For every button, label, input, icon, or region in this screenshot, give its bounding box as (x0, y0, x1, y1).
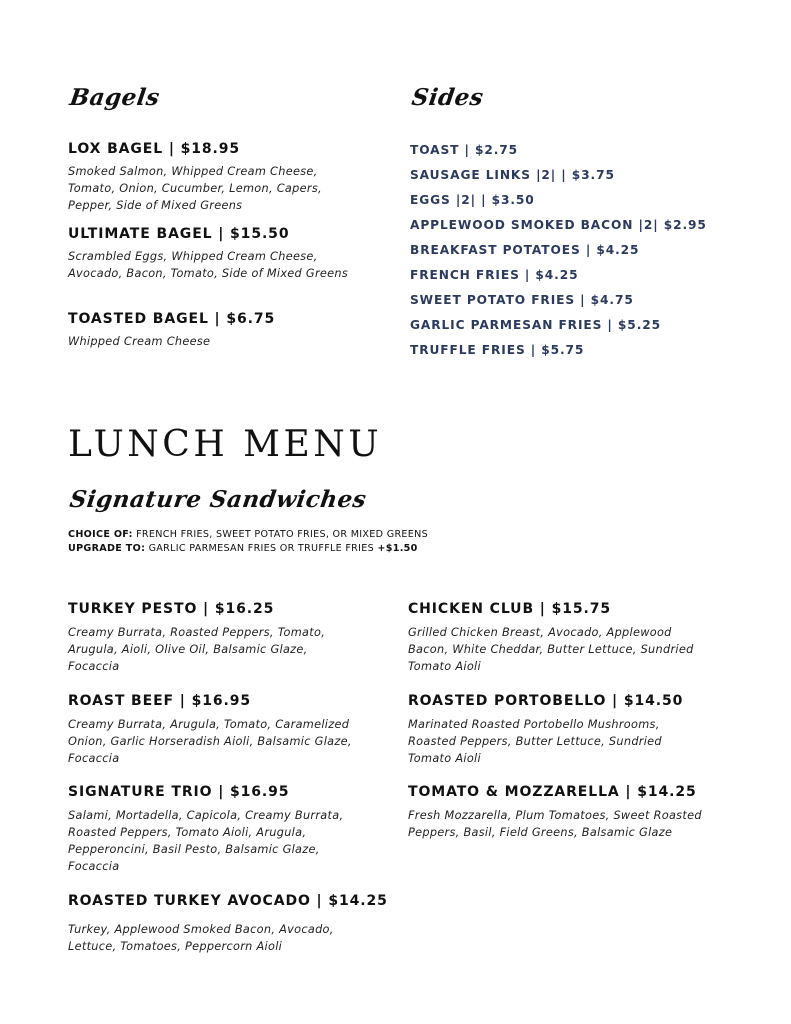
side-item: BREAKFAST POTATOES | $4.25 (410, 243, 640, 257)
upgrade-label: UPGRADE TO: (68, 543, 146, 554)
bagel-item-desc: Smoked Salmon, Whipped Cream Cheese, Tomato, Onion, Cucumber, Lemon, Capers, Pepper, Side of Mixed Greens (68, 165, 322, 212)
sandwich-title: CHICKEN CLUB | $15.75 (408, 601, 611, 617)
sandwich-title: ROASTED PORTOBELLO | $14.50 (408, 693, 684, 709)
lunch-menu-title: LUNCH MENU (68, 424, 383, 465)
side-item: SWEET POTATO FRIES | $4.75 (410, 293, 634, 307)
sandwich-title: ROASTED TURKEY AVOCADO | $14.25 (68, 893, 388, 909)
upgrade-text: GARLIC PARMESAN FRIES OR TRUFFLE FRIES (148, 543, 375, 554)
sandwich-title: SIGNATURE TRIO | $16.95 (68, 784, 290, 800)
bagel-item-title: LOX BAGEL | $18.95 (68, 141, 241, 157)
sandwich-title: ROAST BEEF | $16.95 (68, 693, 251, 709)
sides-heading: Sides (410, 84, 486, 111)
side-item: TRUFFLE FRIES | $5.75 (410, 343, 585, 357)
sandwich-title: TURKEY PESTO | $16.25 (68, 601, 275, 617)
side-item: SAUSAGE LINKS |2| | $3.75 (410, 168, 615, 182)
side-item: EGGS |2| | $3.50 (410, 193, 535, 207)
upgrade-note (68, 543, 418, 554)
upgrade-price: +$1.50 (377, 543, 418, 554)
bagel-item-title: ULTIMATE BAGEL | $15.50 (68, 226, 290, 242)
sandwich-title: TOMATO & MOZZARELLA | $14.25 (408, 784, 697, 800)
bagel-item-desc: Scrambled Eggs, Whipped Cream Cheese, Avocado, Bacon, Tomato, Side of Mixed Greens (68, 250, 349, 280)
choice-text: FRENCH FRIES, SWEET POTATO FRIES, OR MIXED GREENS (136, 529, 428, 540)
bagel-item-desc: Whipped Cream Cheese (68, 335, 211, 348)
choice-label: CHOICE OF: (68, 529, 133, 540)
sandwich-desc: Creamy Burrata, Arugula, Tomato, Caramelized Onion, Garlic Horseradish Aioli, Balsamic Glaze, Focaccia (68, 718, 352, 765)
sandwich-desc: Salami, Mortadella, Capicola, Creamy Burrata, Roasted Peppers, Tomato Aioli, Arugula, Pepperoncini, Basil Pesto, Balsamic Glaze, Focaccia (68, 809, 344, 873)
side-item: TOAST | $2.75 (410, 143, 519, 157)
sandwich-desc: Grilled Chicken Breast, Avocado, Applewood Bacon, White Cheddar, Butter Lettuce, Sundried Tomato Aioli (408, 626, 694, 673)
bagel-item-title: TOASTED BAGEL | $6.75 (68, 311, 276, 327)
sandwich-desc: Turkey, Applewood Smoked Bacon, Avocado, Lettuce, Tomatoes, Peppercorn Aioli (68, 923, 334, 953)
sandwich-desc: Creamy Burrata, Roasted Peppers, Tomato, Arugula, Aioli, Olive Oil, Balsamic Glaze, Focaccia (68, 626, 326, 673)
sandwich-desc: Marinated Roasted Portobello Mushrooms, Roasted Peppers, Butter Lettuce, Sundried Tomato Aioli (408, 718, 662, 765)
choice-note (68, 529, 428, 540)
sandwich-desc: Fresh Mozzarella, Plum Tomatoes, Sweet Roasted Peppers, Basil, Field Greens, Balsamic Glaze (408, 809, 702, 839)
bagels-heading: Bagels (68, 84, 162, 111)
side-item: GARLIC PARMESAN FRIES | $5.25 (410, 318, 661, 332)
side-item: APPLEWOOD SMOKED BACON |2| $2.95 (410, 218, 707, 232)
signature-sandwiches-heading: Signature Sandwiches (68, 486, 369, 513)
side-item: FRENCH FRIES | $4.25 (410, 268, 579, 282)
